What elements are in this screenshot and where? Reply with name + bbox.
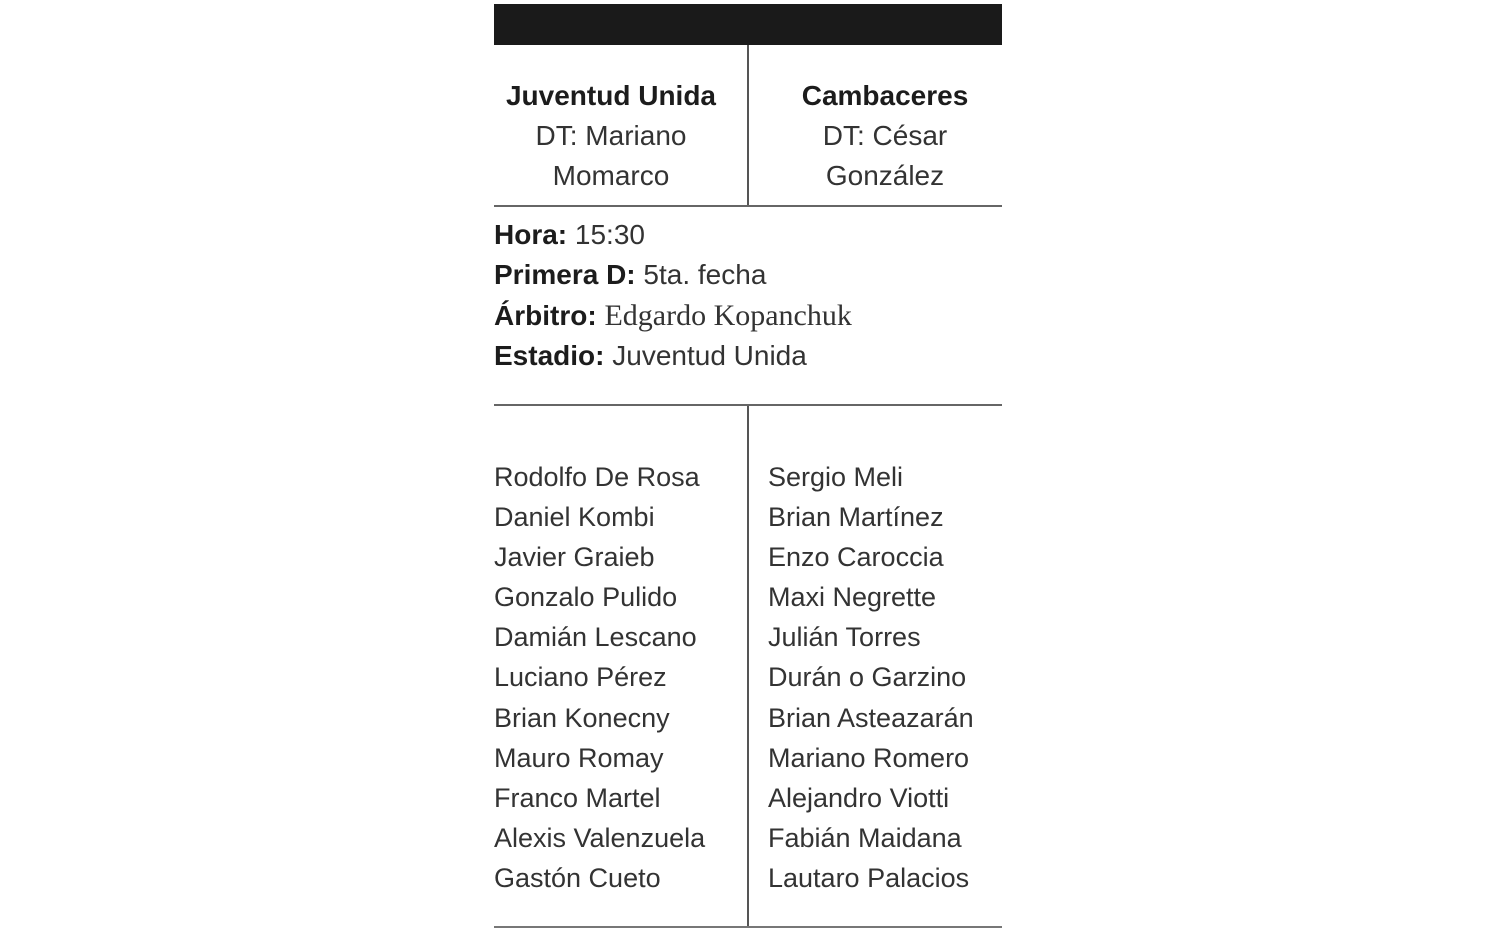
away-player: Brian Martínez	[768, 502, 944, 533]
away-player: Alejandro Viotti	[768, 782, 950, 813]
home-player: Alexis Valenzuela	[494, 822, 706, 853]
home-player: Franco Martel	[494, 782, 661, 813]
away-player: Maxi Negrette	[768, 582, 937, 613]
info-row-arbitro	[494, 296, 852, 336]
away-player: Durán o Garzino	[768, 662, 967, 693]
torneo-value: 5ta. fecha	[643, 259, 767, 291]
hora-label: Hora:	[494, 219, 568, 250]
away-player: Brian Asteazarán	[768, 702, 974, 733]
torneo-label: Primera D:	[494, 259, 636, 291]
home-player: Daniel Kombi	[494, 502, 655, 533]
home-player: Brian Konecny	[494, 702, 670, 733]
home-coach-line2: Momarco	[552, 160, 670, 191]
header-bar	[494, 4, 1002, 45]
away-player: Fabián Maidana	[768, 822, 962, 853]
info-row-torneo	[494, 255, 852, 295]
arbitro-label: Árbitro:	[494, 299, 597, 331]
bottom-rule	[494, 926, 1002, 928]
info-row-estadio	[494, 336, 852, 376]
home-player: Gastón Cueto	[494, 862, 661, 893]
away-coach-line1: DT: César	[822, 120, 948, 151]
away-team-name: Cambaceres	[801, 80, 969, 111]
match-info	[494, 215, 852, 376]
away-player: Lautaro Palacios	[768, 862, 970, 893]
hora-value: 15:30	[574, 219, 645, 250]
away-player: Enzo Caroccia	[768, 542, 944, 573]
home-team-name: Juventud Unida	[505, 80, 716, 111]
home-player: Javier Graieb	[494, 542, 655, 573]
away-player: Julián Torres	[768, 622, 921, 653]
home-team-block	[484, 76, 738, 196]
home-player: Rodolfo De Rosa	[494, 462, 700, 492]
info-row-hora	[494, 215, 852, 255]
home-player: Luciano Pérez	[494, 662, 667, 693]
home-lineup	[494, 457, 705, 898]
home-player: Gonzalo Pulido	[494, 582, 678, 613]
away-lineup	[768, 457, 974, 898]
estadio-value: Juventud Unida	[612, 339, 807, 371]
arbitro-value: Edgardo Kopanchuk	[604, 298, 852, 332]
home-player: Damián Lescano	[494, 622, 697, 653]
home-coach-line1: DT: Mariano	[535, 120, 687, 151]
away-coach-line2: González	[825, 160, 945, 191]
lineup-divider	[747, 406, 749, 927]
away-player: Mariano Romero	[768, 742, 970, 773]
match-card	[494, 4, 1002, 931]
away-team-block	[758, 76, 1012, 196]
divider-after-teams	[494, 205, 1002, 207]
away-player: Sergio Meli	[768, 462, 904, 492]
estadio-label: Estadio:	[494, 339, 605, 371]
team-divider	[747, 45, 749, 206]
home-player: Mauro Romay	[494, 742, 664, 773]
